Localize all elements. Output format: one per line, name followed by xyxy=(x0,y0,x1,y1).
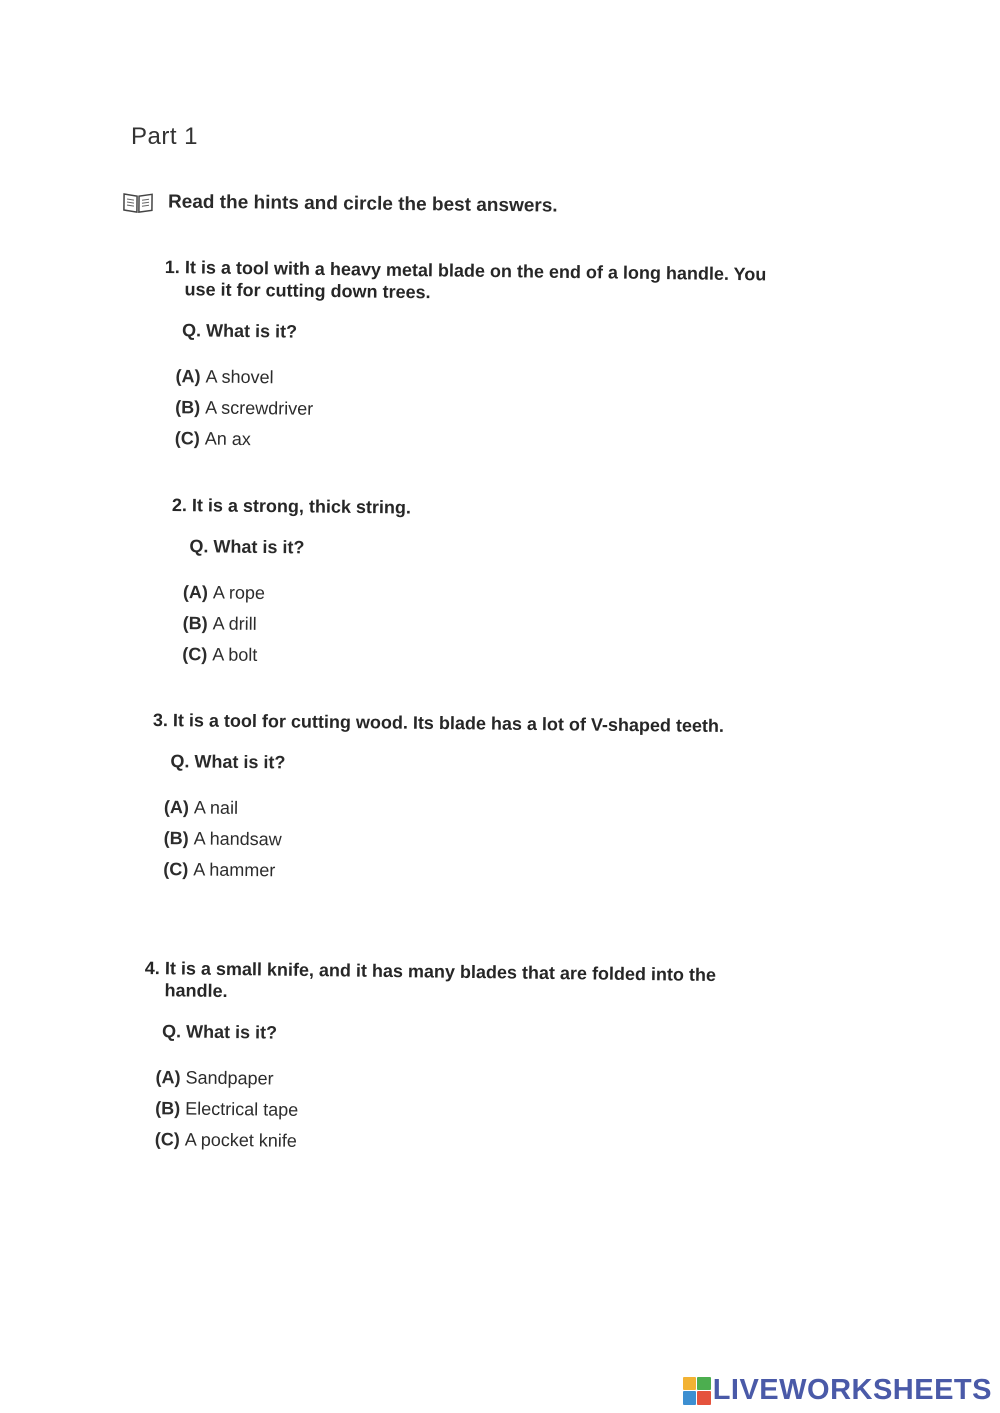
liveworksheets-logo-icon xyxy=(683,1377,711,1405)
answer-options xyxy=(175,361,766,461)
hint-line-1: It is a tool for cutting wood. Its blade has a lot of V-shaped teeth. xyxy=(172,710,725,736)
question-block-1 xyxy=(163,256,767,461)
answer-option-b[interactable]: (B) Electrical tape xyxy=(155,1098,299,1120)
question-number: 1. xyxy=(164,256,181,278)
answer-option-c[interactable]: (C) An ax xyxy=(174,428,251,450)
answer-option-c[interactable]: (C) A hammer xyxy=(163,859,276,881)
question-hint xyxy=(172,494,411,519)
question-number: 3. xyxy=(152,709,169,731)
instruction-row xyxy=(122,190,558,219)
instruction-text: Read the hints and circle the best answers. xyxy=(167,191,558,217)
answer-options xyxy=(155,1062,715,1162)
answer-option-c[interactable]: (C) A pocket knife xyxy=(154,1129,297,1151)
answer-options xyxy=(182,577,410,672)
answer-options xyxy=(163,792,723,891)
question-number: 4. xyxy=(144,957,161,979)
question-prompt: Q. What is it? xyxy=(161,1021,278,1043)
question-prompt: Q. What is it? xyxy=(189,536,305,558)
liveworksheets-watermark[interactable] xyxy=(683,1374,992,1407)
hint-line-2: handle. xyxy=(164,980,228,1002)
answer-option-b[interactable]: (B) A screwdriver xyxy=(175,397,314,419)
question-block-4 xyxy=(143,957,717,1162)
hint-line-1: It is a tool with a heavy metal blade on the end of a long handle. You xyxy=(184,257,767,285)
hint-line-1: It is a small knife, and it has many blades that are folded into the xyxy=(164,958,717,985)
question-number: 2. xyxy=(171,494,188,516)
page-title: Part 1 xyxy=(131,123,199,150)
answer-option-a[interactable]: (A) A shovel xyxy=(175,366,274,388)
question-hint xyxy=(144,957,716,1008)
open-book-icon xyxy=(122,190,154,214)
watermark-brand: LIVEWORKSHEETS xyxy=(712,1374,992,1406)
answer-option-b[interactable]: (B) A handsaw xyxy=(163,828,282,850)
question-prompt: Q. What is it? xyxy=(181,320,298,342)
hint-line-1: It is a strong, thick string. xyxy=(191,495,412,518)
question-hint xyxy=(164,256,766,307)
answer-option-a[interactable]: (A) A rope xyxy=(182,582,266,603)
hint-line-2: use it for cutting down trees. xyxy=(184,279,431,303)
answer-option-a[interactable]: (A) A nail xyxy=(163,797,239,818)
question-block-2 xyxy=(170,494,411,672)
answer-option-b[interactable]: (B) A drill xyxy=(182,613,257,634)
answer-option-a[interactable]: (A) Sandpaper xyxy=(155,1067,274,1089)
question-prompt: Q. What is it? xyxy=(170,751,286,773)
question-block-3 xyxy=(151,709,724,891)
answer-option-c[interactable]: (C) A bolt xyxy=(182,644,258,665)
question-hint xyxy=(153,709,724,737)
